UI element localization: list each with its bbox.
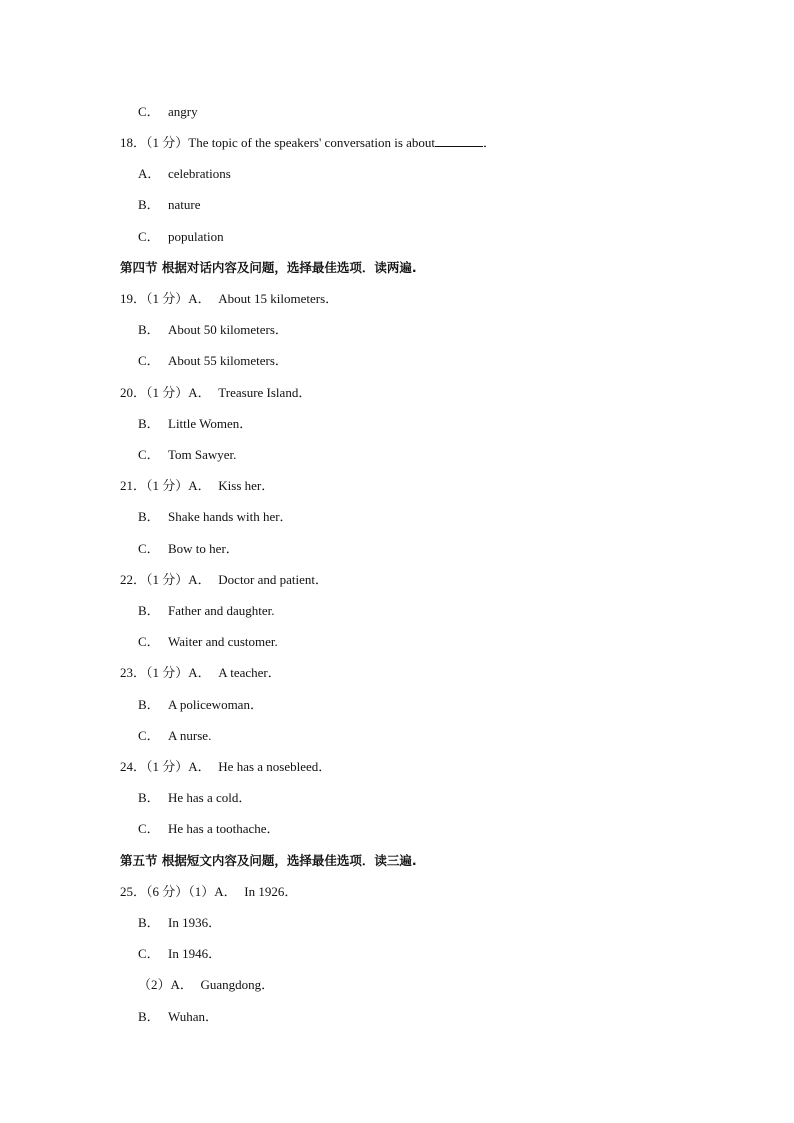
option-letter: A． xyxy=(138,166,161,181)
option-letter: B． xyxy=(138,915,160,930)
question-score: （1 分） xyxy=(146,291,189,306)
option-text: In 1946． xyxy=(168,946,222,961)
option-text: Tom Sawyer. xyxy=(168,447,237,462)
question-19 xyxy=(120,291,338,307)
option-letter: C． xyxy=(138,946,160,961)
option-letter: C． xyxy=(138,353,160,368)
option-letter: C． xyxy=(138,104,160,119)
option-text: celebrations xyxy=(168,166,231,181)
question-score: （1 分） xyxy=(146,665,189,680)
question-score: （6 分）（1） xyxy=(146,884,215,899)
option-letter: A． xyxy=(170,977,193,992)
option-line xyxy=(138,322,288,338)
option-letter: A． xyxy=(214,884,237,899)
option-text: In 1926． xyxy=(244,884,298,899)
option-letter: C． xyxy=(138,229,160,244)
question-23 xyxy=(120,665,281,681)
option-line xyxy=(138,634,278,650)
option-text: A nurse. xyxy=(168,728,212,743)
option-letter: B． xyxy=(138,322,160,337)
option-letter: B． xyxy=(138,1009,160,1024)
option-text: A teacher． xyxy=(218,665,281,680)
option-line xyxy=(138,946,221,962)
option-letter: C． xyxy=(138,447,160,462)
question-number: 25． xyxy=(120,884,147,899)
option-text: About 15 kilometers． xyxy=(218,291,339,306)
sub-question-number: （2） xyxy=(138,977,171,992)
option-text: He has a nosebleed． xyxy=(218,759,332,774)
option-text: About 55 kilometers． xyxy=(168,353,288,368)
option-text: A policewoman． xyxy=(168,697,263,712)
question-score: （1 分） xyxy=(146,759,189,774)
option-letter: C． xyxy=(138,634,160,649)
option-letter: A． xyxy=(188,572,211,587)
option-letter: A． xyxy=(188,385,211,400)
option-text: Wuhan． xyxy=(168,1009,219,1024)
option-text: Little Women． xyxy=(168,416,253,431)
question-number: 24． xyxy=(120,759,147,774)
option-letter: C． xyxy=(138,821,160,836)
question-25 xyxy=(120,884,297,900)
option-line xyxy=(138,197,200,213)
section-heading-4: 第四节 根据对话内容及问题，选择最佳选项．读两遍. xyxy=(120,260,417,275)
option-text: He has a cold． xyxy=(168,790,252,805)
question-score: （1 分） xyxy=(146,572,189,587)
option-letter: B． xyxy=(138,790,160,805)
option-line xyxy=(138,821,280,837)
option-letter: C． xyxy=(138,541,160,556)
option-text: Bow to her． xyxy=(168,541,239,556)
option-text: Treasure Island． xyxy=(218,385,312,400)
option-line xyxy=(138,353,288,369)
option-text: Guangdong． xyxy=(200,977,275,992)
option-text: Doctor and patient． xyxy=(218,572,329,587)
sub-question-2 xyxy=(138,977,274,993)
option-letter: A． xyxy=(188,478,211,493)
question-number: 19． xyxy=(120,291,147,306)
question-24 xyxy=(120,759,331,775)
option-letter: C． xyxy=(138,728,160,743)
option-line xyxy=(138,790,251,806)
option-line xyxy=(138,1009,218,1025)
option-text: Waiter and customer. xyxy=(168,634,278,649)
option-text: angry xyxy=(168,104,198,119)
option-text: Shake hands with her． xyxy=(168,509,293,524)
option-text: Kiss her． xyxy=(218,478,275,493)
question-tail: ． xyxy=(483,135,497,150)
question-score: （1 分） xyxy=(146,478,189,493)
option-letter: B． xyxy=(138,197,160,212)
option-line xyxy=(138,728,211,744)
option-line xyxy=(138,416,252,432)
option-line xyxy=(138,166,231,182)
option-text: In 1936． xyxy=(168,915,222,930)
question-21 xyxy=(120,478,274,494)
option-text: Father and daughter. xyxy=(168,603,275,618)
option-text: He has a toothache． xyxy=(168,821,280,836)
question-22 xyxy=(120,572,328,588)
option-letter: A． xyxy=(188,759,211,774)
answer-blank xyxy=(435,135,483,147)
option-line xyxy=(138,915,221,931)
option-line xyxy=(138,603,275,619)
option-letter: B． xyxy=(138,697,160,712)
option-line xyxy=(138,104,198,120)
option-letter: A． xyxy=(188,291,211,306)
option-line xyxy=(138,229,224,245)
section-heading-5: 第五节 根据短文内容及问题，选择最佳选项．读三遍. xyxy=(120,853,417,868)
question-score: （1 分） xyxy=(146,385,189,400)
question-number: 20． xyxy=(120,385,147,400)
question-18 xyxy=(120,135,496,151)
option-letter: A． xyxy=(188,665,211,680)
question-number: 23． xyxy=(120,665,147,680)
option-text: About 50 kilometers． xyxy=(168,322,288,337)
option-line xyxy=(138,447,236,463)
option-letter: B． xyxy=(138,509,160,524)
option-line xyxy=(138,509,293,525)
question-score: （1 分） xyxy=(146,135,189,150)
option-letter: B． xyxy=(138,603,160,618)
question-number: 18． xyxy=(120,135,147,150)
option-line xyxy=(138,697,263,713)
question-text: The topic of the speakers' conversation is about xyxy=(188,135,436,150)
question-number: 22． xyxy=(120,572,147,587)
option-text: nature xyxy=(168,197,201,212)
question-20 xyxy=(120,385,311,401)
option-line xyxy=(138,541,239,557)
option-text: population xyxy=(168,229,224,244)
question-number: 21． xyxy=(120,478,147,493)
option-letter: B． xyxy=(138,416,160,431)
